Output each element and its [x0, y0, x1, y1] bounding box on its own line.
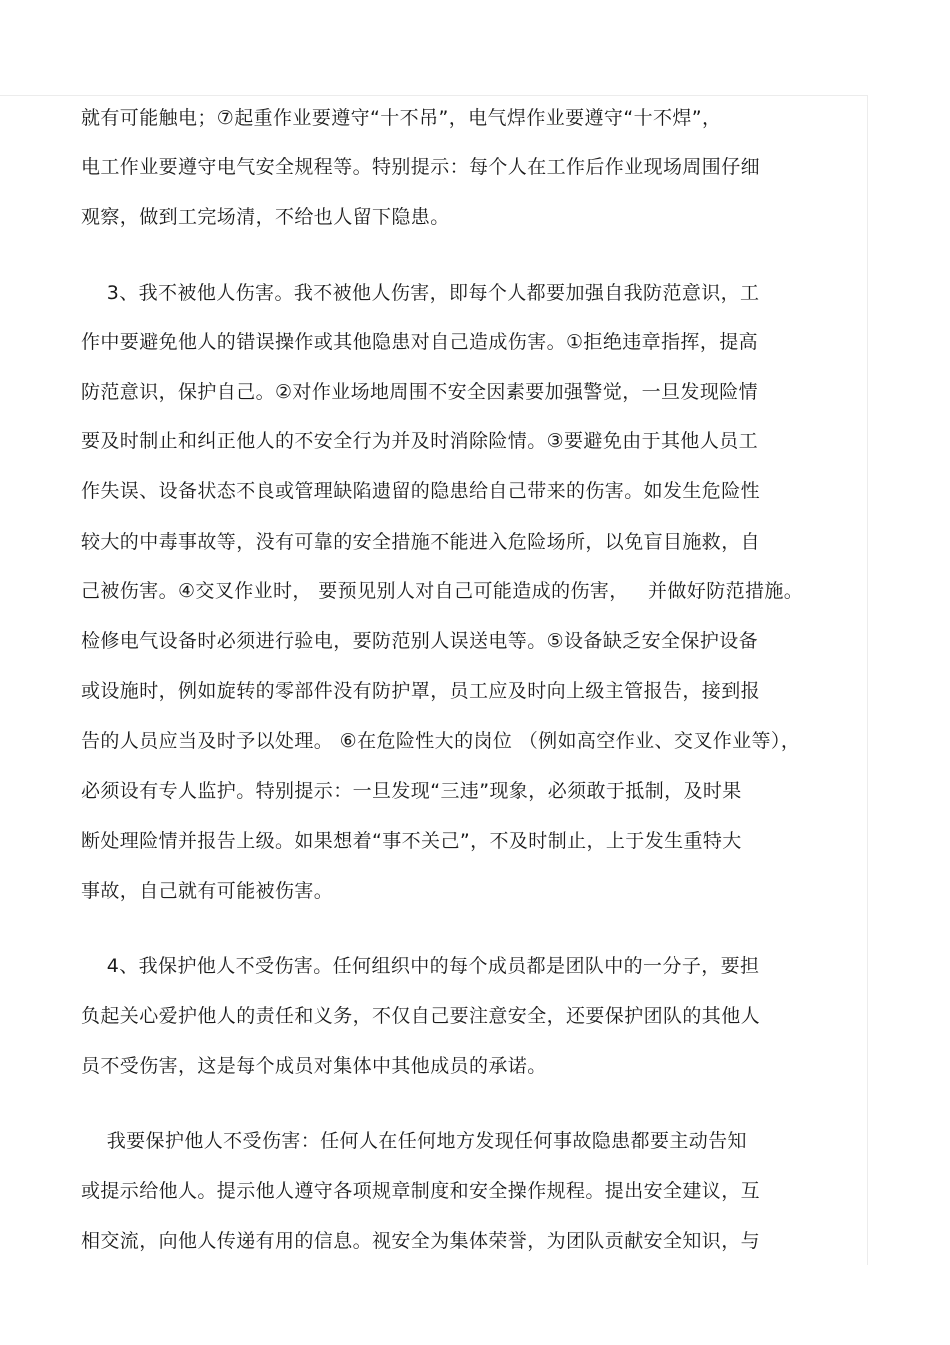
- text-line: 断处理险情并报告上级。如果想着“事不关己”，不及时制止，上于发生重特大: [81, 830, 742, 852]
- text-line: 相交流，向他人传递有用的信息。视安全为集体荣誉，为团队贡献安全知识，与: [81, 1230, 761, 1252]
- text-line: 电工作业要遵守电气安全规程等。特别提示：每个人在工作后作业现场周围仔细: [81, 156, 761, 178]
- text-line: 就有可能触电；⑦起重作业要遵守“十不吊”，电气焊作业要遵守“十不焊”，: [81, 107, 722, 129]
- paragraph-3-start: 3、我不被他人伤害。我不被他人伤害，即每个人都要加强自我防范意识，工: [81, 282, 760, 304]
- paragraph-4-start: 4、我保护他人不受伤害。任何组织中的每个成员都是团队中的一分子，要担: [81, 955, 760, 977]
- text-line: 负起关心爱护他人的责任和义务，不仅自己要注意安全，还要保护团队的其他人: [81, 1005, 761, 1027]
- text-line: 检修电气设备时必须进行验电，要防范别人误送电等。⑤设备缺乏安全保护设备: [81, 630, 759, 652]
- text-line: 较大的中毒事故等，没有可靠的安全措施不能进入危险场所，以免盲目施救，自: [81, 531, 761, 553]
- text-line: 告的人员应当及时予以处理。 ⑥在危险性大的岗位 （例如高空作业、交叉作业等），: [81, 730, 801, 752]
- text-line: 事故，自己就有可能被伤害。: [81, 880, 334, 902]
- text-line: 或提示给他人。提示他人遵守各项规章制度和安全操作规程。提出安全建议，互: [81, 1180, 761, 1202]
- text-line: 或设施时，例如旋转的零部件没有防护罩，员工应及时向上级主管报告，接到报: [81, 680, 761, 702]
- text-line: 己被伤害。④交叉作业时， 要预见别人对自己可能造成的伤害， 并做好防范措施。: [81, 580, 804, 602]
- text-line: 防范意识，保护自己。②对作业场地周围不安全因素要加强警觉，一旦发现险情: [81, 381, 759, 403]
- text-line: 要及时制止和纠正他人的不安全行为并及时消除险情。③要避免由于其他人员工: [81, 430, 759, 452]
- text-line: 作中要避免他人的错误操作或其他隐患对自己造成伤害。①拒绝违章指挥，提高: [81, 331, 759, 353]
- paragraph-5-start: 我要保护他人不受伤害：任何人在任何地方发现任何事故隐患都要主动告知: [81, 1130, 747, 1152]
- text-line: 员不受伤害，这是每个成员对集体中其他成员的承诺。: [81, 1055, 547, 1077]
- text-line: 必须设有专人监护。特别提示：一旦发现“三违”现象，必须敢于抵制，及时果: [81, 780, 742, 802]
- text-line: 观察，做到工完场清，不给也人留下隐患。: [81, 206, 450, 228]
- text-line: 作失误、设备状态不良或管理缺陷遗留的隐患给自己带来的伤害。如发生危险性: [81, 480, 761, 502]
